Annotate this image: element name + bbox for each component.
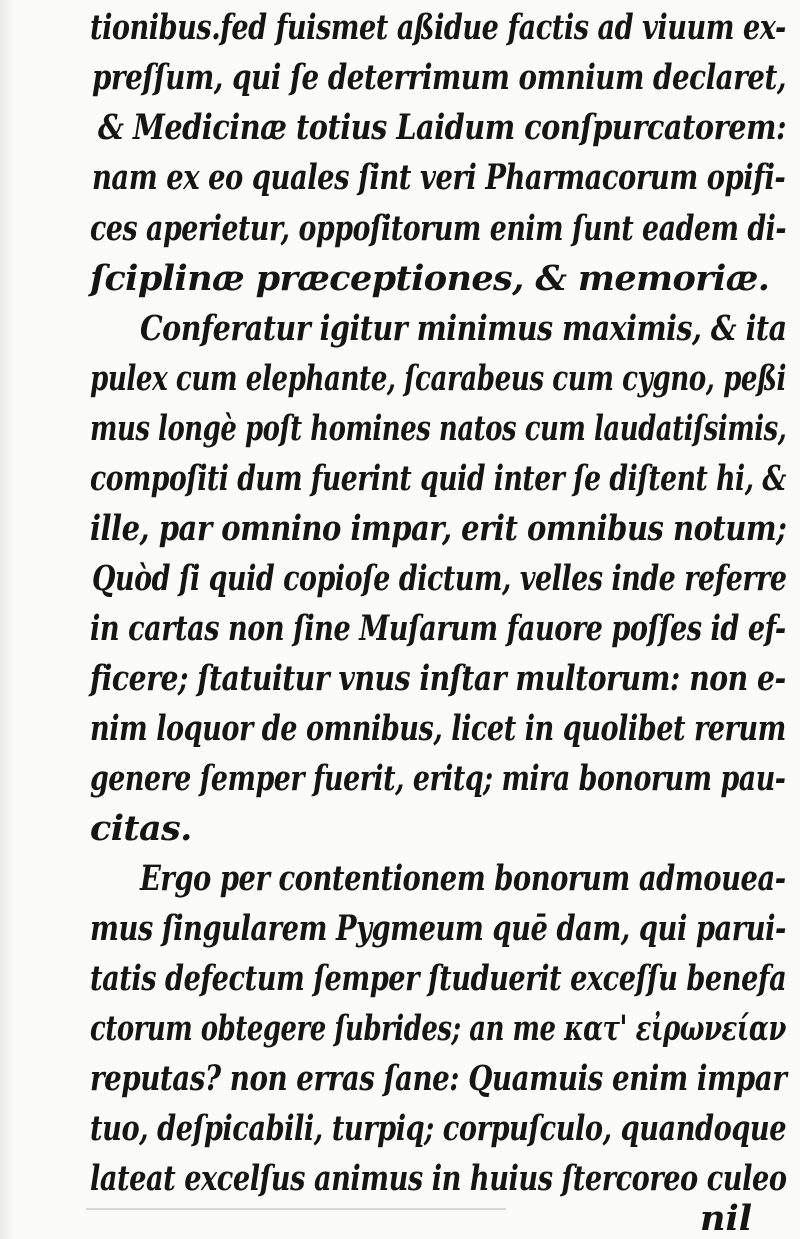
text-line: Quòd ſi quid copioſe dictum, velles inde referre (92, 558, 787, 599)
text-line: tuo, deſpicabili, turpiq; corpuſculo, quandoque (90, 1108, 787, 1149)
text-line: pulex cum elephante, ſcarabeus cum cygno, peßi (90, 358, 787, 399)
text-line: Ergo per contentionem bonorum admouea- (140, 858, 786, 899)
page-gutter-shadow (0, 0, 14, 1239)
text-line: preſſum, qui ſe deterrimum omnium declaret, (92, 57, 787, 98)
text-line: mus ſingularem Pygmeum quē dam, qui parui- (90, 908, 786, 949)
text-line: Conferatur igitur minimus maximis, & ita (140, 308, 787, 349)
text-line: ille, par omnino impar, erit omnibus notum; (90, 508, 787, 549)
text-line: ctorum obtegere ſubrides; an me κατ' εἰρωνείαν (90, 1008, 786, 1049)
text-line: lateat excelſus animus in huius ſtercoreo culeo (90, 1158, 787, 1199)
text-line: tatis defectum ſemper ſtuduerit exceſſu benefa (90, 958, 787, 999)
text-line: nam ex eo quales ſint veri Pharmacorum opifi- (92, 157, 786, 198)
text-line: in cartas non ſine Muſarum fauore poſſes id ef- (90, 608, 786, 649)
text-line: mus longè poſt homines natos cum laudatiſsimis, (90, 408, 787, 449)
catchword: nil (700, 1198, 753, 1239)
text-line: ſciplinæ præceptiones, & memoriæ. (90, 258, 770, 299)
text-line: reputas? non erras ſane: Quamuis enim impar (90, 1058, 787, 1099)
text-line: genere ſemper fuerit, eritq; mira bonorum pau- (90, 758, 786, 799)
text-line: ficere; ſtatuitur vnus inſtar multorum: non e- (90, 658, 786, 699)
text-line: compoſiti dum fuerint quid inter ſe diſtent hi, & (90, 458, 786, 499)
text-line: nim loquor de omnibus, licet in quolibet rerum (90, 708, 786, 749)
text-line: tionibus.fed fuismet aßidue factis ad viuum ex- (90, 7, 786, 48)
bottom-rule (86, 1208, 506, 1210)
text-line: ces aperietur, oppoſitorum enim ſunt eadem di- (90, 208, 787, 249)
text-line: citas. (90, 808, 192, 849)
text-line: & Medicinæ totius Laidum conſpurcatorem: (98, 107, 787, 148)
